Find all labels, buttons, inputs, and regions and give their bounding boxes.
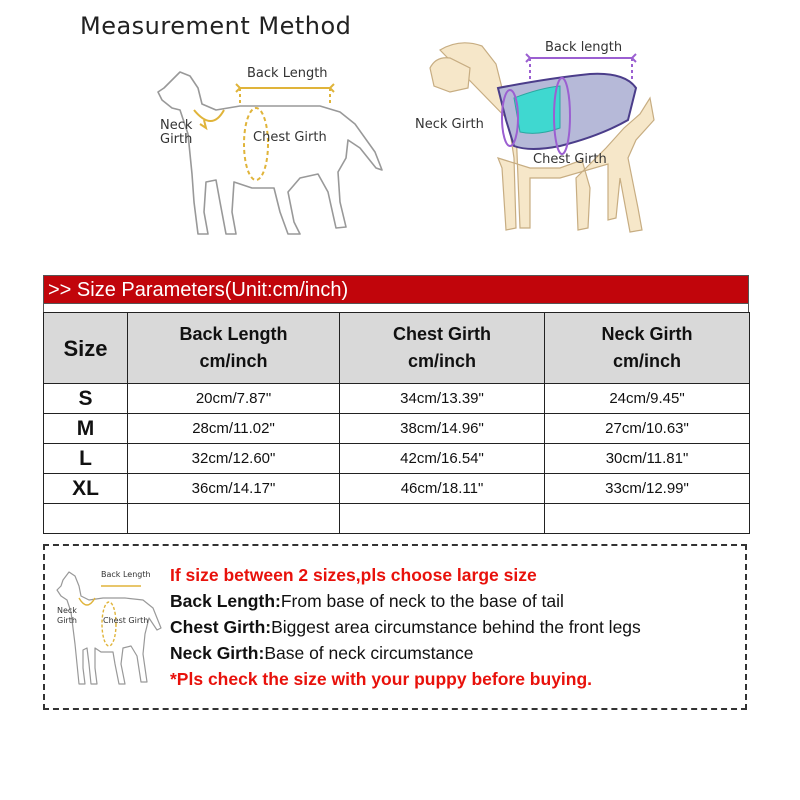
neck-girth-cell (545, 504, 750, 534)
size-parameters-table (43, 275, 749, 534)
header-neck-girth-unit: cm/inch (612, 351, 682, 371)
header-back-length-unit: cm/inch (199, 351, 268, 371)
size-cell (44, 504, 128, 534)
dog-with-coat-diagram (410, 28, 670, 243)
header-back-length (128, 313, 340, 384)
table-row (44, 414, 750, 444)
back-length-cell (128, 504, 340, 534)
back-length-cell: 28cm/11.02" (128, 414, 340, 444)
back-length-note (170, 588, 641, 614)
size-cell: M (44, 414, 128, 444)
mini-neck-girth-label-line2: Girth (57, 616, 77, 625)
size-cell: L (44, 444, 128, 474)
size-advice-line: If size between 2 sizes,pls choose large size (170, 565, 537, 585)
table-spacer (43, 304, 749, 312)
header-size: Size (44, 313, 128, 384)
mini-back-length-label: Back Length (101, 570, 151, 579)
size-cell: S (44, 384, 128, 414)
chest-girth-cell: 42cm/16.54" (340, 444, 545, 474)
neck-girth-cell: 27cm/10.63" (545, 414, 750, 444)
header-neck-girth-title: Neck Girth (601, 324, 693, 344)
mini-chest-girth-label: Chest Girth (103, 616, 149, 625)
table-header-row (44, 313, 750, 384)
neck-girth-label-line2: Girth (160, 132, 193, 147)
size-parameters-banner: >> Size Parameters(Unit:cm/inch) (43, 275, 749, 304)
header-chest-girth (340, 313, 545, 384)
size-cell: XL (44, 474, 128, 504)
measurement-notes-text (170, 562, 641, 692)
header-chest-girth-unit: cm/inch (407, 351, 477, 371)
measurement-notes-box (43, 544, 747, 710)
neck-girth-cell: 30cm/11.81" (545, 444, 750, 474)
check-size-warning: *Pls check the size with your puppy before buying. (170, 669, 593, 689)
back-length-cell: 36cm/14.17" (128, 474, 340, 504)
header-chest-girth-title: Chest Girth (392, 324, 491, 344)
table-row (44, 384, 750, 414)
chest-girth-cell: 34cm/13.39" (340, 384, 545, 414)
neck-girth-cell: 33cm/12.99" (545, 474, 750, 504)
table-row (44, 474, 750, 504)
back-length-label-right: Back length (545, 40, 623, 55)
dog-outline-mini-diagram (53, 564, 165, 694)
back-length-cell: 32cm/12.60" (128, 444, 340, 474)
chest-girth-cell (340, 504, 545, 534)
neck-girth-label-line1: Neck (160, 118, 193, 133)
header-neck-girth (545, 313, 750, 384)
chest-girth-label-right: Chest Girth (533, 152, 607, 167)
dog-outline-diagram (150, 62, 390, 247)
neck-girth-cell: 24cm/9.45" (545, 384, 750, 414)
table-row (44, 444, 750, 474)
neck-girth-note-label: Neck Girth: (170, 643, 265, 663)
header-back-length-title: Back Length (179, 324, 288, 344)
mini-neck-girth-label-line1: Neck (57, 606, 77, 615)
neck-girth-label-right: Neck Girth (415, 117, 484, 132)
back-length-cell: 20cm/7.87" (128, 384, 340, 414)
chest-girth-cell: 46cm/18.11" (340, 474, 545, 504)
back-length-label: Back Length (247, 66, 328, 81)
chest-girth-label: Chest Girth (253, 130, 327, 145)
neck-girth-note-text: Base of neck circumstance (264, 643, 474, 663)
table-row-empty (44, 504, 750, 534)
neck-girth-note (170, 640, 641, 666)
chest-girth-note-label: Chest Girth: (170, 617, 272, 637)
chest-girth-note (170, 614, 641, 640)
chest-girth-note-text: Biggest area circumstance behind the front legs (271, 617, 641, 637)
chest-girth-cell: 38cm/14.96" (340, 414, 545, 444)
back-length-note-text: From base of neck to the base of tail (280, 591, 564, 611)
size-table (43, 312, 750, 534)
back-length-note-label: Back Length: (170, 591, 281, 611)
page-title: Measurement Method (80, 12, 352, 40)
